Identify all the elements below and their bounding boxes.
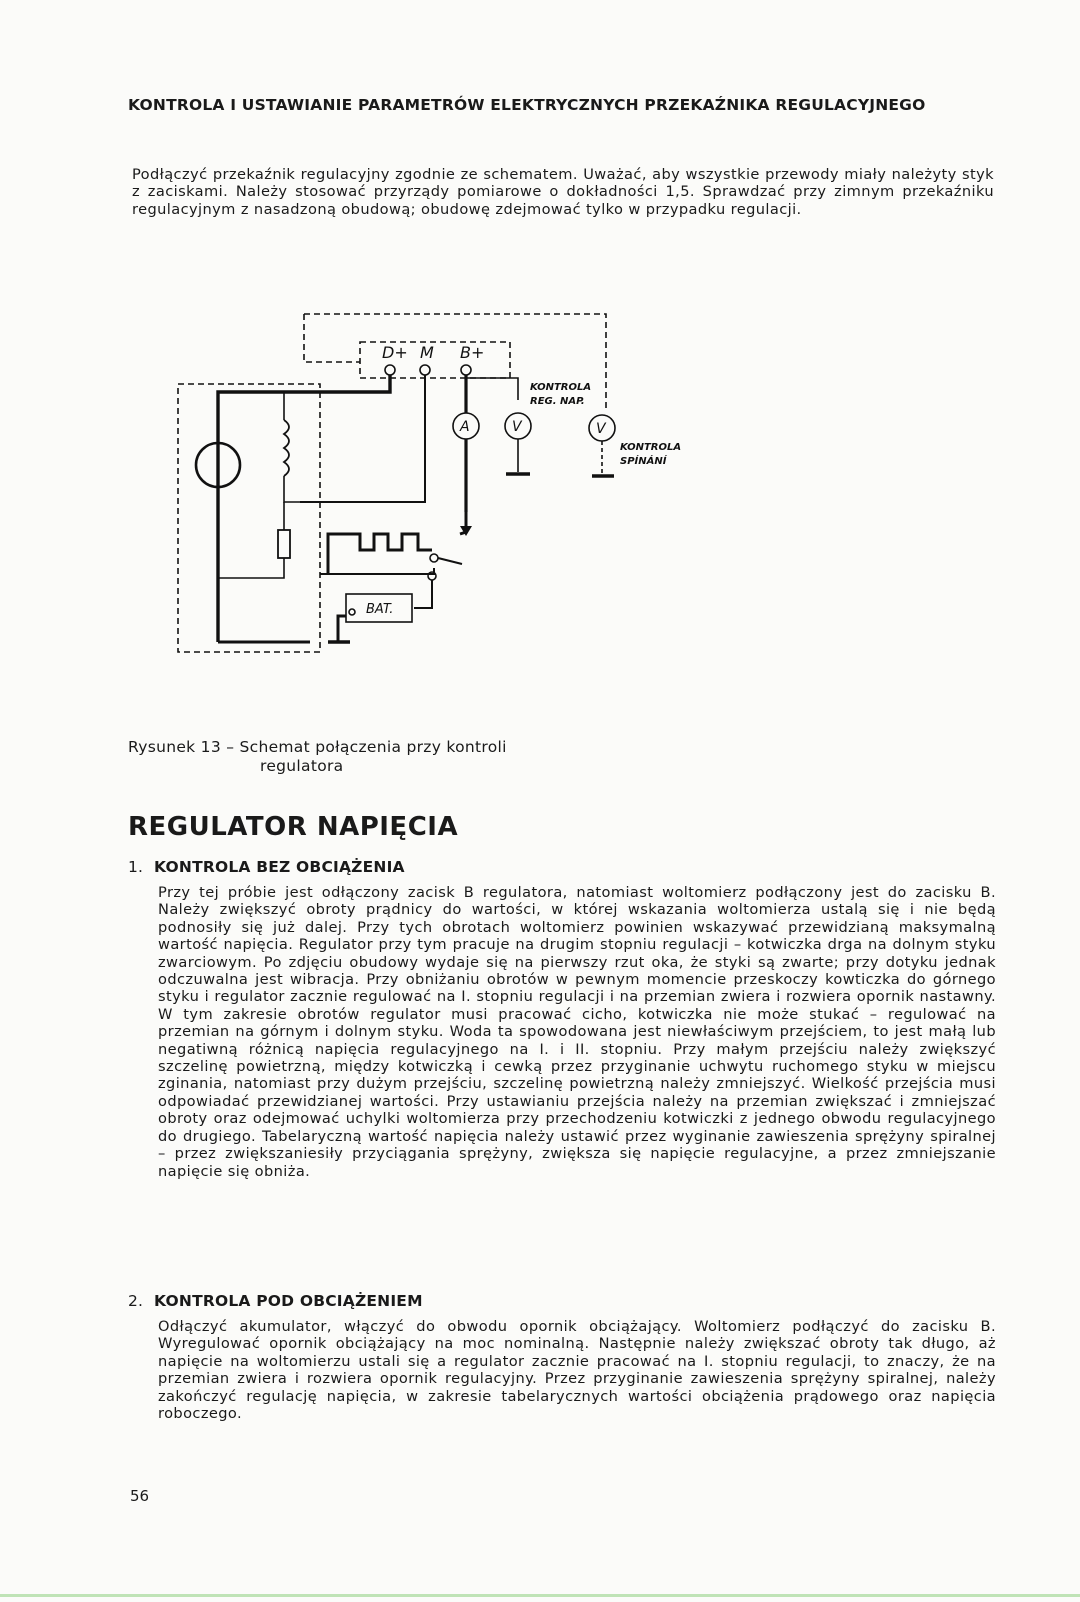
subsection-1-heading	[128, 858, 405, 876]
caption-line-2: regulatora	[260, 757, 344, 775]
kontrola-sp-label-1: KONTROLA	[620, 442, 682, 453]
subsection-1-paragraph: Przy tej próbie jest odłączony zacisk B regulatora, natomiast woltomierz podłączony jest do zacisku B. Należy zwiększyć obroty prądnicy do wartości, w której wskazania woltomierza ustalą się i nie będą podnosiły się już dalej. Przy tych obrotach woltomierz powinien wskazywać przewidzianą maksymalną wartość napięcia. Regulator przy tym pracuje na drugim stopniu regulacji – kotwiczka drga na dolnym styku zwarciowym. Po zdjęciu obudowy wydaje się na pierwszy rzut oka, że styki są zwarte; przy dotyku jednak odczuwalna jest wibracja. Przy obniżaniu obrotów w pewnym momencie przeskoczy kowticzka do górnego styku i regulator zacznie regulować na I. stopniu regulacji i na przemian zwiera i rozwiera opornik nastawny. W tym zakresie obrotów regulator musi pracować cicho, kotwiczka nie może stukać – regulować na przemian na górnym i dolnym styku. Woda ta spowodowana jest niewłaściwym przejściem, to jest małą lub negatiwną różnicą napięcia regulacyjnego na I. i II. stopniu. Przy małym przejściu należy zwiększyć szczelinę powietrzną, między kotwiczką i cewką przez przyginanie uchwytu ruchomego styku w miejscu zginania, natomiast przy dużym przejściu, szczelinę powietrzną należy zmniejszyć. Wielkość przejścia musi odpowiadać przewidzianej wartości. Przy ustawianiu przejścia należy na przemian zwiększać i zmniejszać obroty oraz odejmować uchylki woltomierza przy przechodzeniu kotwiczki z jednego obwodu regulacyjnego do drugiego. Tabelaryczną wartość napięcia należy ustawić przez wyginanie zawieszenia sprężyny spiralnej – przez zwiększaniesiły przyciągania sprężyny, zwiększa się napięcie regulacyjne, a przez zmniejszanie napięcie się obniża.	[158, 884, 996, 1180]
subsection-1-title: KONTROLA BEZ OBCIĄŻENIA	[154, 858, 405, 876]
subsection-2-title: KONTROLA POD OBCIĄŻENIEM	[154, 1292, 423, 1310]
subsection-2-number: 2.	[128, 1292, 144, 1310]
meter-a-label: A	[460, 419, 470, 435]
wiring-diagram	[170, 312, 682, 672]
page-header: KONTROLA I USTAWIANIE PARAMETRÓW ELEKTRYCZNYCH PRZEKAŹNIKA REGULACYJNEGO	[128, 96, 926, 114]
subsection-2-paragraph: Odłączyć akumulator, włączyć do obwodu opornik obciążający. Woltomierz podłączyć do zacisku B. Wyregulować opornik obciążający na moc nominalną. Następnie należy zwiększać obroty tak długo, aż napięcie na woltomierzu ustali się a regulator zacznie pracować na I. stopniu regulacji, to znaczy, że na przemian zwiera i rozwiera opornik regulacyjny. Przez przyginanie zawieszenia sprężyny spiralnej, należy zakończyć regulację napięcia, w zakresie tabelarycznych wartości obciążenia prądowego oraz napięcia roboczego.	[158, 1318, 996, 1423]
caption-line-1: Rysunek 13 – Schemat połączenia przy kontroli	[128, 738, 507, 756]
section-title: REGULATOR NAPIĘCIA	[128, 812, 459, 842]
kontrola-reg-label-2: REG. NAP.	[530, 396, 585, 407]
battery-label: BAT.	[366, 602, 394, 617]
terminal-m-label: M	[420, 343, 434, 362]
meter-v2-label: V	[596, 421, 606, 437]
meter-v1-label: V	[512, 419, 522, 435]
terminal-b-label: B+	[460, 343, 485, 362]
kontrola-reg-label-1: KONTROLA	[530, 382, 592, 393]
subsection-1-number: 1.	[128, 858, 144, 876]
figure-caption	[128, 738, 588, 776]
kontrola-sp-label-2: SPÍNÁNÍ	[620, 456, 667, 467]
subsection-2-heading	[128, 1292, 423, 1310]
terminal-d-label: D+	[382, 343, 408, 362]
page-number: 56	[130, 1487, 150, 1505]
page-bottom-edge	[0, 1594, 1080, 1597]
intro-paragraph: Podłączyć przekaźnik regulacyjny zgodnie ze schematem. Uważać, aby wszystkie przewody miały należyty styk z zaciskami. Należy stosować przyrządy pomiarowe o dokładności 1,5. Sprawdzać przy zimnym przekaźniku regulacyjnym z nasadzoną obudową; obudowę zdejmować tylko w przypadku regulacji.	[132, 166, 994, 218]
